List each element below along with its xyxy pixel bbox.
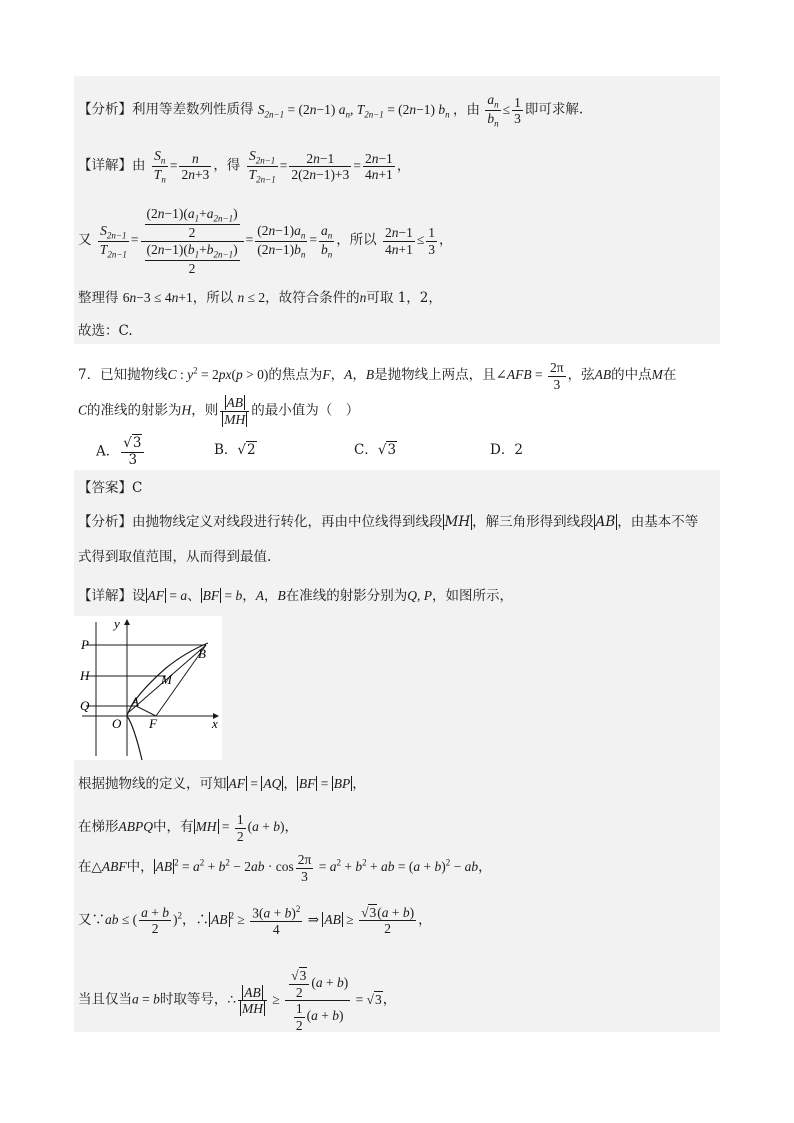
option-c-value: √3: [377, 442, 397, 458]
detail-label: 【详解】: [78, 157, 132, 174]
label-F: F: [149, 716, 157, 731]
q7-number: 7．: [78, 367, 101, 384]
answer: 【答案】C: [78, 480, 143, 496]
def-text: 根据抛物线的定义，可知: [78, 776, 227, 792]
trap-b: 中，有: [153, 819, 194, 836]
suoyi: ，所以: [336, 232, 377, 249]
var-H: H: [181, 402, 192, 418]
guxuan: 故选：C.: [78, 323, 133, 339]
label-H: H: [80, 668, 90, 683]
var-M: M: [651, 367, 663, 383]
option-a: [96, 436, 146, 468]
label-P: P: [81, 637, 89, 652]
label-M: M: [161, 672, 172, 687]
equality-line: 当且仅当a = b时取等号，∴ $\frac{AB}{MH}$ ≥ $\frac{√3}{2}$ (a + b) $\frac{1}{2}$ (a + b) = √3，: [78, 968, 397, 1033]
option-c-label: C．: [354, 442, 378, 458]
formula-s-t: $S_{2n-1} = (2n-1)$ $a_n$, $T_{2n-1} = (2n-1)$ $b_n$ ，由 $\frac{a_n}{b_n}$ ≤ $\frac{1}{3}$: [257, 92, 521, 129]
ratio-ab-mh: $\frac{AB}{MH}$: [220, 395, 249, 427]
choice-line: [78, 323, 722, 339]
abs-mh: MH: [444, 514, 471, 530]
tri-a: 在: [78, 859, 92, 876]
option-a-value: $\frac{√3}{3}$: [121, 436, 144, 468]
zhengli-mid: ，所以: [192, 290, 234, 306]
detail2-3: ，如图所示，: [432, 588, 513, 604]
q7-options: [78, 436, 722, 470]
q7-stem-line-2: [78, 395, 722, 427]
analysis2-line-2: [78, 549, 722, 565]
detail-line-3: [78, 290, 722, 306]
label-x: x: [212, 716, 218, 731]
label-y: y: [114, 616, 120, 631]
tri-b: 中，: [126, 859, 154, 876]
parabola-figure: [74, 616, 222, 760]
option-b: [214, 442, 257, 458]
bf-eq-bp: BF = BP: [298, 776, 351, 791]
def-line: 根据抛物线的定义，可知 AF = AQ ， BF = BP ，: [78, 776, 366, 792]
parabola-diagram: [74, 616, 222, 760]
abs-ab: AB: [595, 514, 616, 530]
formula-6n: 6n−3 ≤ 4n+1: [122, 290, 193, 305]
var-ABPQ: ABPQ: [118, 819, 153, 835]
q7-stem-b: 的焦点为: [268, 367, 323, 384]
parabola-eq: C : $y^2 = 2px(p > 0)$: [167, 365, 269, 383]
zhengli: 整理得: [78, 290, 119, 306]
var-triangle-ABF: △ABF: [91, 859, 127, 875]
bf-eq-b: BF = b: [202, 588, 243, 603]
zhengli-end: ，故符合条件的: [265, 290, 360, 306]
af-eq-a: AF = a: [147, 588, 188, 603]
var-QP: Q, P: [407, 588, 432, 603]
detail2-line-1: 【详解】设 AF = a、 BF = b，A，B在准线的射影分别为Q, P，如图所示，: [78, 588, 513, 604]
you-label: 又: [78, 232, 92, 249]
q7-stem-d: ，弦: [567, 367, 595, 384]
detail2-2: 在准线的射影分别为: [285, 588, 408, 604]
formula-ratio-3: $\frac{S_{2n-1}}{T_{2n-1}}$ = $\frac{\frac{(2n-1)(a_1+a_{2n-1})}{2}}{\frac{(2n-1)(b_1+b_{2n-1})}{2}}$ = $\frac{(2n-1)a_n}{(2n-1)b_n}$ = $\frac{a_n}{b_n}$: [99, 206, 333, 276]
detail2-label: 【详解】: [78, 588, 132, 604]
analysis-label: 【分析】: [78, 101, 132, 118]
option-b-label: B．: [214, 442, 238, 458]
last-a: 当且仅当: [78, 991, 132, 1008]
final-ratio: ∴ $\frac{AB}{MH}$ ≥ $\frac{√3}{2}$ (a + b) $\frac{1}{2}$ (a + b) = √3: [227, 968, 382, 1033]
detail-you: 由: [132, 157, 146, 174]
analysis-end: 即可求解.: [524, 101, 584, 118]
answer-line: [78, 480, 722, 496]
mh-formula: MH = $\frac{1}{2}$ (a + b): [195, 812, 285, 844]
ab-ineq: ab ≤ ( $\frac{a + b}{2}$ )$^2$，∴ AB $^2$ ≥ $\frac{3(a + b)^2}{4}$ ⇒ AB ≥ $\frac{√3(a + b)}{2}$: [105, 904, 415, 938]
label-B: B: [198, 646, 206, 661]
n-values: 可取 1，2，: [366, 290, 442, 306]
last-b: 时取等号，: [159, 991, 228, 1008]
q7-stem-a: 已知抛物线: [100, 367, 168, 384]
detail-line-2: [78, 206, 722, 276]
analysis2-1: 由抛物线定义对线段进行转化，再由中位线得到线段: [132, 514, 443, 530]
option-d: D．2: [490, 442, 523, 458]
formula-ratio-2: $\frac{S_{2n-1}}{T_{2n-1}}$ = $\frac{2n-1}{2(2n-1)+3}$ = $\frac{2n-1}{4n+1}$ ，: [248, 148, 411, 185]
law-of-cosines: AB $^2 = a^2 + b^2 - 2ab \cdot \cos$ $\frac{2\pi}{3}$ = $a^2 + b^2$ + ab = $(a + b)^2$ − ab: [155, 852, 479, 884]
analysis2-line-1: [78, 514, 722, 530]
q7-line2-c: 的最小值为（ ）: [251, 402, 360, 419]
var-A: A: [344, 367, 353, 383]
var-AB: AB: [594, 367, 612, 383]
q7-stem-e: 的中点: [611, 367, 652, 384]
trap-a: 在梯形: [78, 819, 119, 836]
segment-AF: [136, 706, 156, 716]
q7-stem-f: 在: [662, 367, 677, 384]
you2-label: 又∵: [78, 911, 105, 928]
var-n: n: [359, 290, 367, 305]
label-Q: Q: [80, 698, 90, 713]
analysis-line-1: [78, 92, 722, 129]
detail-de: ，得: [213, 157, 241, 174]
formula-n-le-2: n ≤ 2: [237, 290, 266, 305]
label-A: A: [131, 694, 139, 709]
detail2-1: 设: [132, 588, 146, 604]
option-b-value: √2: [237, 442, 256, 458]
analysis2-2: ，解三角形得到线段: [472, 514, 594, 530]
var-B: B: [365, 367, 375, 383]
detail-line-1: [78, 148, 722, 185]
analysis-text: 利用等差数列性质得: [132, 101, 254, 118]
inequality-line: 又∵ab ≤ ( $\frac{a + b}{2}$ )$^2$，∴ AB $^2$ ≥ $\frac{3(a + b)^2}{4}$ ⇒ AB ≥ $\frac{√3(a + b)}{2}$ ，: [78, 904, 432, 938]
formula-ratio-1: $\frac{S_n}{T_n}$ = $\frac{n}{2n+3}$: [153, 148, 210, 185]
analysis2-line2: 式得到取值范围，从而得到最值.: [78, 549, 272, 565]
option-a-label: A．: [96, 443, 120, 460]
analysis2-label: 【分析】: [78, 514, 132, 530]
a-eq-b: a = b: [132, 991, 160, 1007]
formula-ineq: $\frac{2n-1}{4n+1}$ ≤ $\frac{1}{3}$ ，: [384, 225, 453, 257]
var-F: F: [322, 367, 331, 383]
triangle-line: 在△ABF中， AB $^2 = a^2 + b^2 - 2ab \cdot \cos$ $\frac{2\pi}{3}$ = $a^2 + b^2$ + ab = $(a + b)^2$ − ab，: [78, 852, 492, 884]
q7-stem-c: 是抛物线上两点，且: [374, 367, 496, 384]
option-c: [354, 442, 397, 458]
parabola-curve: [127, 643, 208, 760]
trapezoid-line: 在梯形ABPQ中，有 MH = $\frac{1}{2}$ (a + b)，: [78, 812, 298, 844]
q7-stem-line-1: 7．已知抛物线C : $y^2 = 2px(p > 0)$的焦点为F，A，B是抛物线上两点，且∠AFB = $\frac{2\pi}{3}$ ，弦AB的中点M在: [78, 360, 677, 392]
var-C: C: [78, 402, 88, 418]
angle-afb: ∠AFB = $\frac{2\pi}{3}$: [495, 360, 564, 392]
label-O: O: [112, 716, 122, 731]
q7-line2-b: ，则: [191, 402, 219, 419]
af-eq-aq: AF = AQ: [228, 776, 282, 791]
analysis2-3: ，由基本不等: [617, 514, 699, 530]
q7-line2-a: 的准线的射影为: [87, 402, 182, 419]
